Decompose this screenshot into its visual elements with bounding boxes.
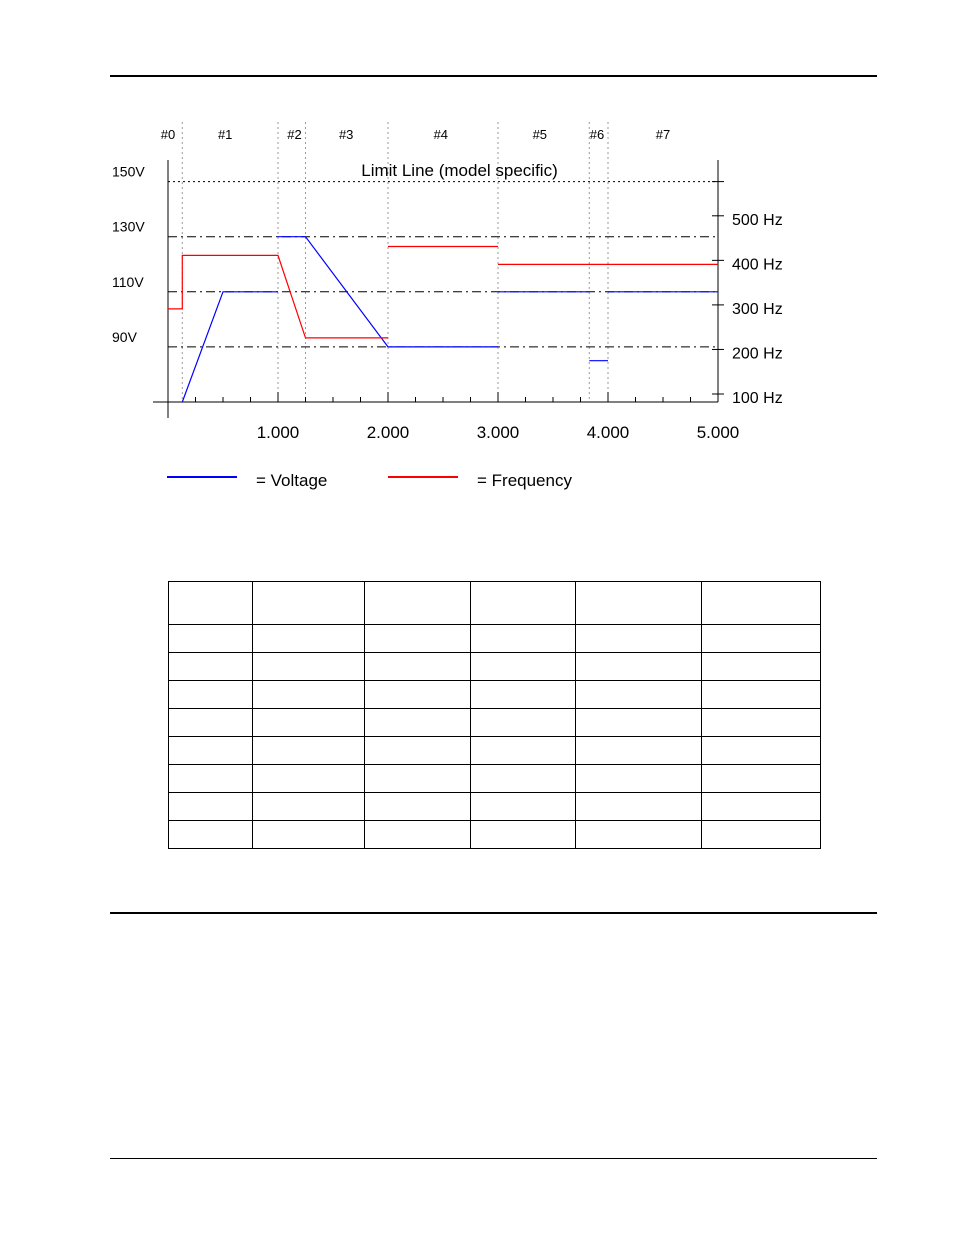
legend-voltage-label: = Voltage xyxy=(256,471,328,490)
table-cell xyxy=(576,821,702,849)
right-axis-label: 500 Hz xyxy=(732,211,783,229)
voltage-frequency-chart xyxy=(0,0,954,560)
phase-label: #2 xyxy=(287,127,302,142)
table-cell xyxy=(471,765,576,793)
table-cell xyxy=(365,681,471,709)
phase-label: #5 xyxy=(532,127,548,142)
table-cell xyxy=(471,681,576,709)
table-cell xyxy=(169,625,253,653)
table-cell xyxy=(576,765,702,793)
table-cell xyxy=(576,653,702,681)
x-tick-label: 1.000 xyxy=(256,423,300,442)
phase-label: #7 xyxy=(655,127,671,142)
table-cell xyxy=(471,793,576,821)
table-cell xyxy=(365,737,471,765)
table-cell xyxy=(702,681,821,709)
table-cell xyxy=(365,765,471,793)
table-cell xyxy=(365,793,471,821)
table-cell xyxy=(471,625,576,653)
table-cell xyxy=(471,821,576,849)
table-cell xyxy=(169,821,253,849)
program-table xyxy=(168,581,821,849)
table-cell xyxy=(169,765,253,793)
table-cell xyxy=(471,582,576,625)
phase-label: #4 xyxy=(433,127,449,142)
table-row xyxy=(169,765,821,793)
phase-label: #1 xyxy=(217,127,233,142)
table-cell xyxy=(169,582,253,625)
table-cell xyxy=(576,681,702,709)
table-cell xyxy=(702,821,821,849)
table-cell xyxy=(702,653,821,681)
table-cell xyxy=(253,625,365,653)
table-cell xyxy=(471,709,576,737)
table-cell xyxy=(702,793,821,821)
x-tick-label: 4.000 xyxy=(586,423,630,442)
table-cell xyxy=(253,765,365,793)
x-tick-label: 3.000 xyxy=(476,423,520,442)
table-cell xyxy=(169,737,253,765)
phase-label: #3 xyxy=(338,127,354,142)
table-cell xyxy=(169,793,253,821)
phase-label: #6 xyxy=(589,127,605,142)
table-cell xyxy=(365,709,471,737)
table-cell xyxy=(702,709,821,737)
table-cell xyxy=(576,737,702,765)
right-axis-label: 400 Hz xyxy=(732,256,783,274)
table-cell xyxy=(471,737,576,765)
table-row xyxy=(169,625,821,653)
legend-frequency-label: = Frequency xyxy=(477,471,572,490)
left-axis-label: 150V xyxy=(112,163,145,180)
x-tick-label: 2.000 xyxy=(366,423,410,442)
table-cell xyxy=(169,653,253,681)
table-cell xyxy=(702,582,821,625)
table-cell xyxy=(365,821,471,849)
table-cell xyxy=(253,737,365,765)
right-axis-label: 200 Hz xyxy=(732,345,783,363)
table-cell xyxy=(253,793,365,821)
table-cell xyxy=(253,821,365,849)
table-cell xyxy=(576,582,702,625)
table-cell xyxy=(253,653,365,681)
left-axis-label: 110V xyxy=(112,273,144,290)
table-row xyxy=(169,653,821,681)
table-cell xyxy=(471,653,576,681)
table-cell xyxy=(702,737,821,765)
table-cell xyxy=(576,625,702,653)
section-rule xyxy=(110,912,877,914)
table-cell xyxy=(365,625,471,653)
table-cell xyxy=(253,709,365,737)
x-tick-label: 5.000 xyxy=(696,423,740,442)
table-cell xyxy=(365,582,471,625)
right-axis-label: 100 Hz xyxy=(732,390,783,407)
table-cell xyxy=(576,709,702,737)
table-row xyxy=(169,737,821,765)
phase-label: #0 xyxy=(160,127,176,142)
footer-rule xyxy=(110,1158,877,1159)
table-cell xyxy=(253,681,365,709)
table-row xyxy=(169,709,821,737)
left-axis-label: 90V xyxy=(112,328,137,345)
table-header-row xyxy=(169,582,821,625)
table-cell xyxy=(702,625,821,653)
table-row xyxy=(169,821,821,849)
table-cell xyxy=(576,793,702,821)
table-cell xyxy=(169,709,253,737)
table-cell xyxy=(702,765,821,793)
table-row xyxy=(169,793,821,821)
table-cell xyxy=(253,582,365,625)
table-cell xyxy=(169,681,253,709)
limit-line-label: Limit Line (model specific) xyxy=(361,161,558,180)
table-row xyxy=(169,681,821,709)
right-axis-label: 300 Hz xyxy=(732,300,783,318)
table-cell xyxy=(365,653,471,681)
left-axis-label: 130V xyxy=(112,218,145,235)
